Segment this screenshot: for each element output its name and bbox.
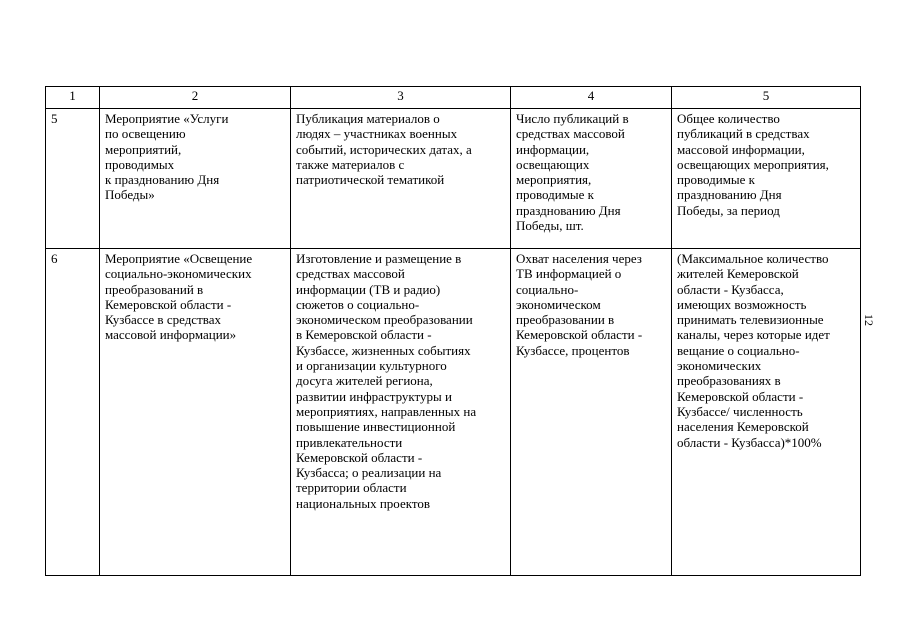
row-number: 5 [46, 109, 100, 249]
indicator-cell: Число публикаций в средствах массовой информации, освещающих мероприятия, проводимые к празднованию Дня Победы, шт. [511, 109, 672, 249]
indicator-cell: Охват населения через ТВ информацией о социально- экономическом преобразовании в Кемеровской области - Кузбассе, процентов [511, 249, 672, 576]
event-description-cell: Изготовление и размещение в средствах массовой информации (ТВ и радио) сюжетов о социально- экономическом преобразовании в Кемеровской области - Кузбассе, жизненных событиях и организации культурного досуга жителей региона, развитии инфраструктуры и мероприятиях, направленных на повышение инвестиционной привлекательности Кемеровской области - Кузбасса; о реализации на территории области национальных проектов [291, 249, 511, 576]
table-row [46, 109, 861, 249]
table-header-row [46, 87, 861, 109]
header-col-3: 3 [291, 87, 511, 109]
header-col-4: 4 [511, 87, 672, 109]
header-col-2: 2 [100, 87, 291, 109]
row-number: 6 [46, 249, 100, 576]
table-row [46, 249, 861, 576]
header-col-1: 1 [46, 87, 100, 109]
header-col-5: 5 [672, 87, 861, 109]
event-description-cell: Публикация материалов о людях – участниках военных событий, исторических датах, а также материалов с патриотической тематикой [291, 109, 511, 249]
event-name-cell: Мероприятие «Освещение социально-экономических преобразований в Кемеровской области - Кузбассе в средствах массовой информации» [100, 249, 291, 576]
indicators-table [45, 86, 861, 576]
formula-cell: Общее количество публикаций в средствах массовой информации, освещающих мероприятия, проводимые к празднованию Дня Победы, за период [672, 109, 861, 249]
formula-cell: (Максимальное количество жителей Кемеровской области - Кузбасса, имеющих возможность принимать телевизионные каналы, через которые идет вещание о социально- экономических преобразованиях в Кемеровской области - Кузбассе/ численность населения Кемеровской области - Кузбасса)*100% [672, 249, 861, 576]
page-number: 12 [862, 314, 876, 326]
event-name-cell: Мероприятие «Услуги по освещению мероприятий, проводимых к празднованию Дня Победы» [100, 109, 291, 249]
